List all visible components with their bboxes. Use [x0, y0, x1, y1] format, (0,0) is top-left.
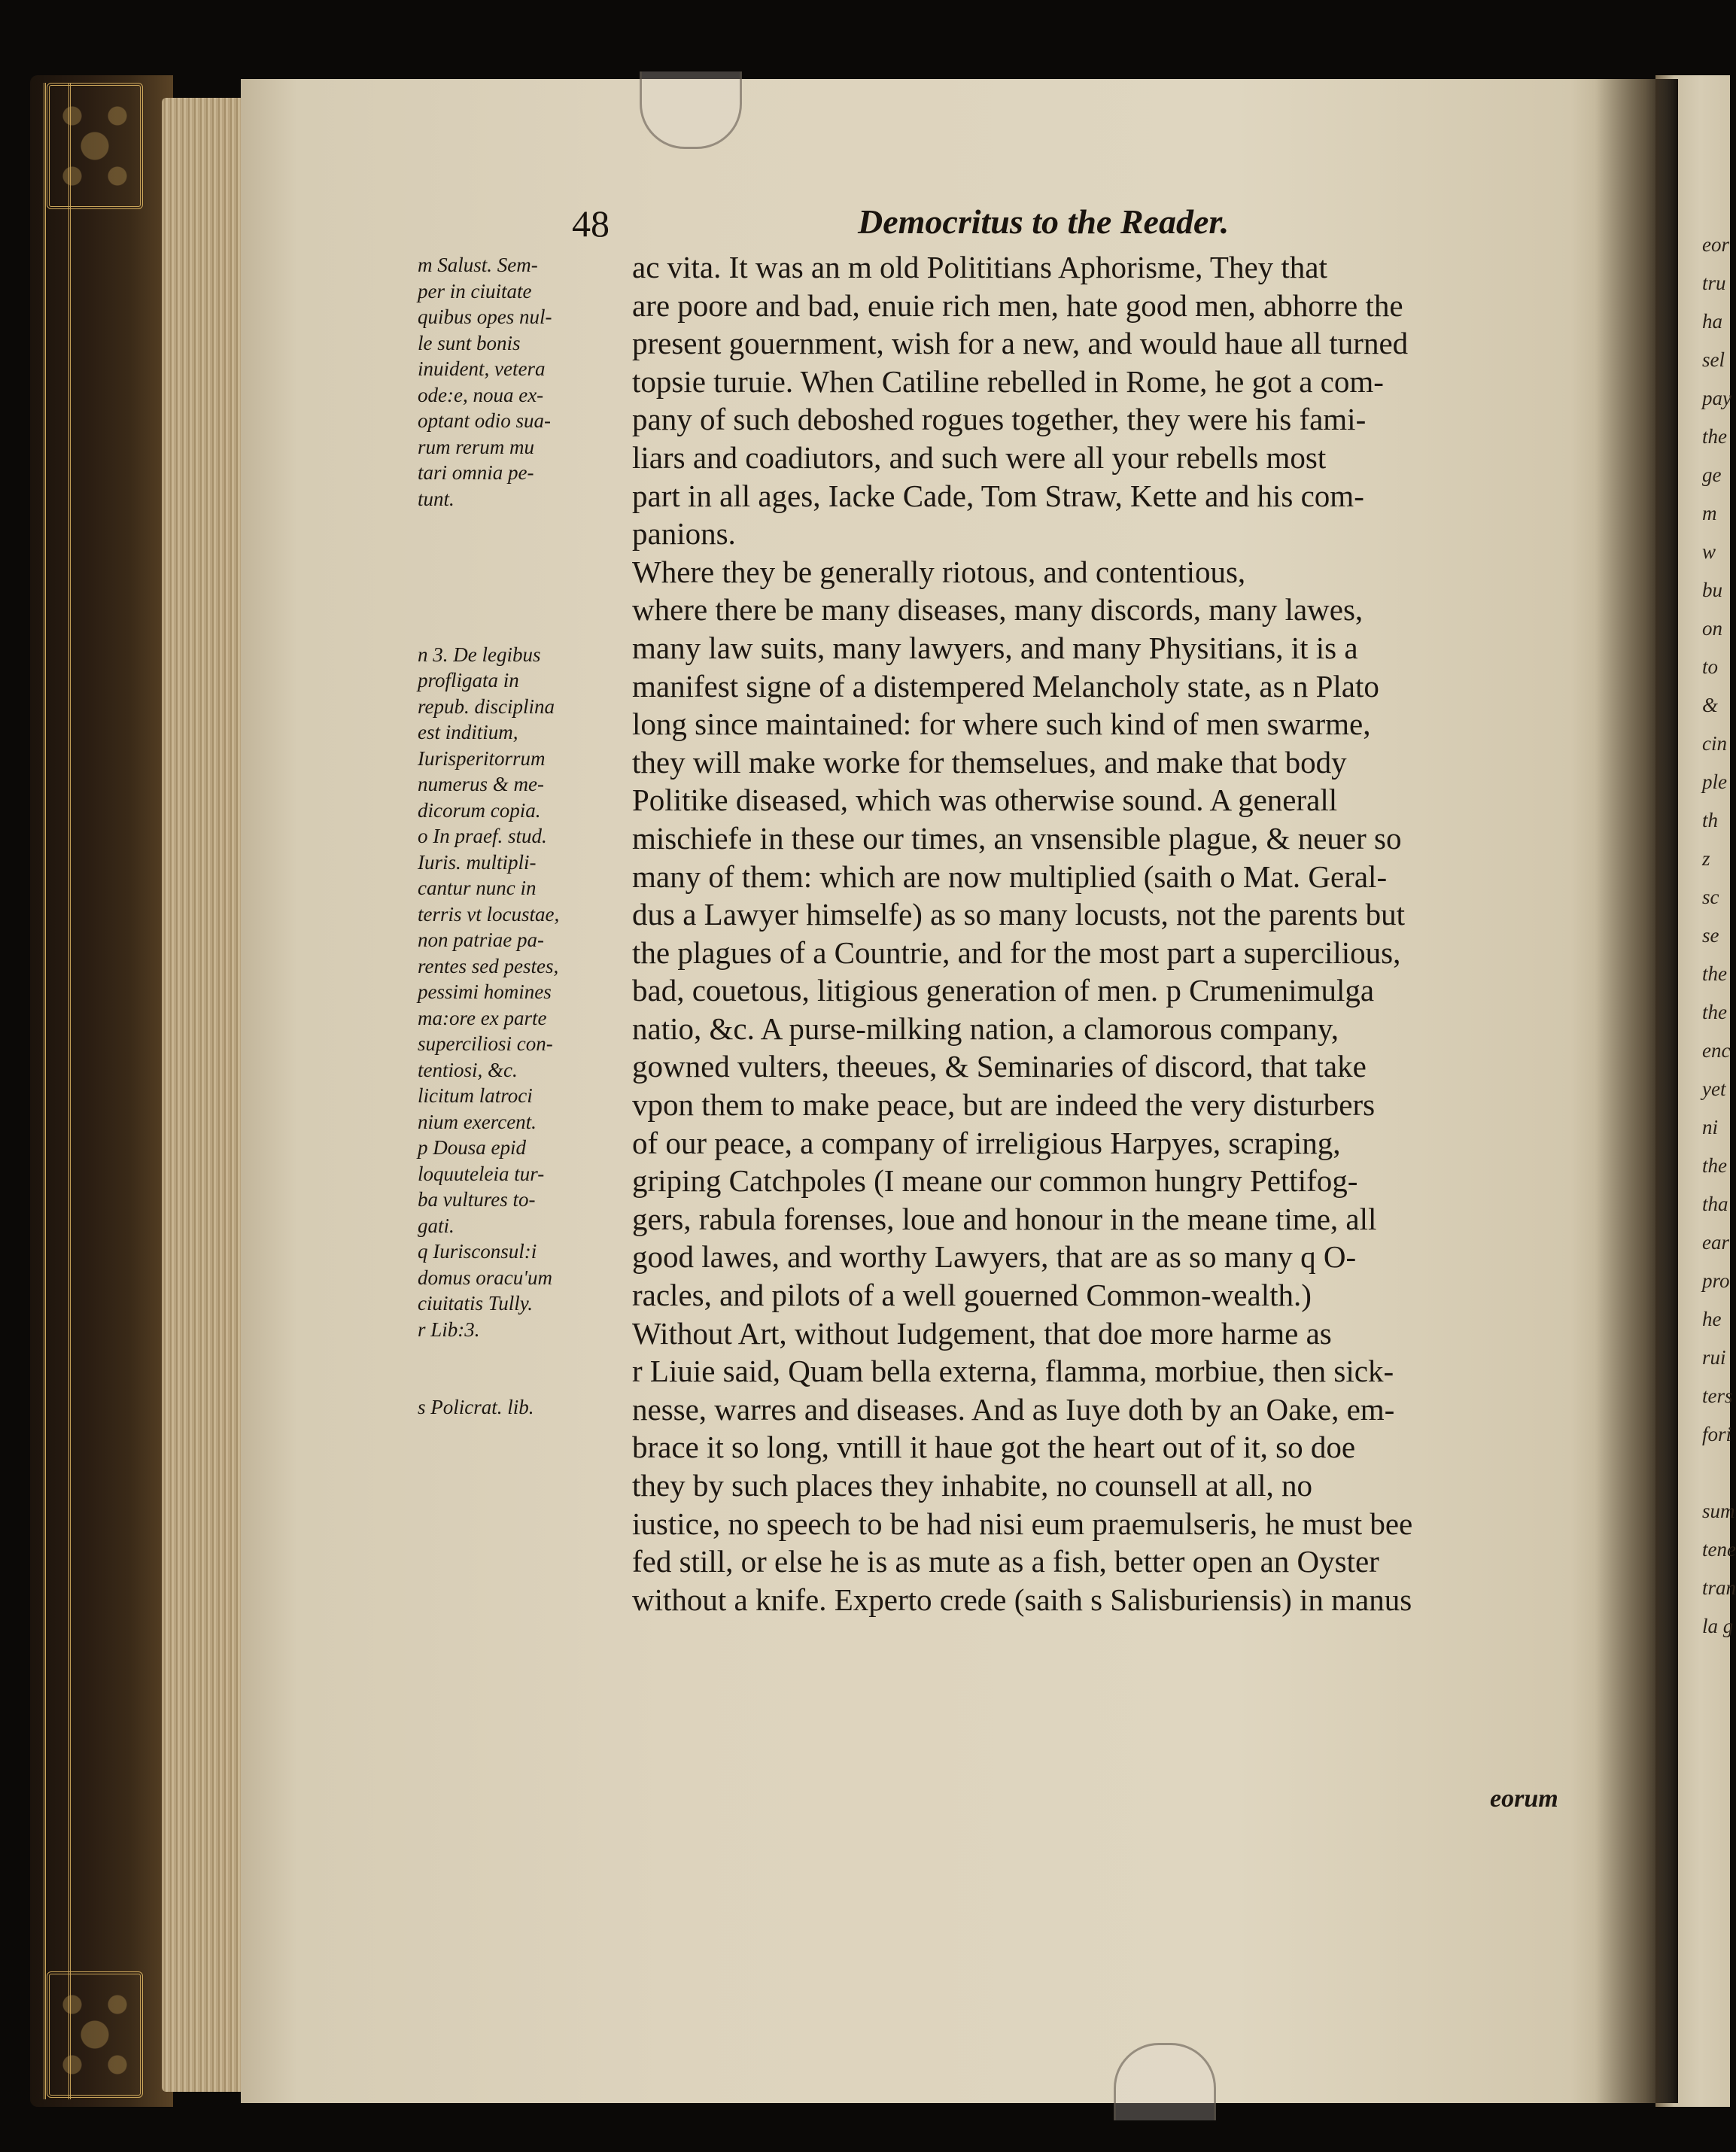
margin-note: per in ciuitate [418, 279, 532, 302]
facing-fragment: pro [1702, 1269, 1730, 1292]
text-line: where there be many diseases, many discords, many lawes, [632, 592, 1364, 628]
text-line: they by such places they inhabite, no counsell at all, no [632, 1468, 1313, 1503]
margin-note: p Dousa epid [418, 1136, 526, 1159]
gilt-corner-ornament-bottom [47, 1971, 143, 2098]
facing-fragment: w [1702, 540, 1716, 563]
facing-fragment: ear [1702, 1231, 1729, 1254]
margin-note: gati. [418, 1214, 455, 1237]
margin-note: profligata in [418, 669, 519, 691]
margin-note [418, 590, 636, 616]
gilt-corner-ornament-top [47, 83, 143, 209]
facing-fragment: to [1702, 655, 1719, 678]
text-line: mischiefe in these our times, an vnsensible plague, & neuer so [632, 820, 1402, 856]
margin-note: m Salust. Sem- [418, 254, 538, 276]
margin-note: ba vultures to- [418, 1188, 536, 1211]
margin-note: r Lib:3. [418, 1318, 480, 1341]
text-line: they will make worke for themselues, and make that body [632, 744, 1347, 780]
margin-note [418, 564, 636, 590]
text-line: ac vita. It was an m old Polititians Aphorisme, They that [632, 250, 1327, 284]
text-line: present gouernment, wish for a new, and would haue all turned [632, 326, 1409, 361]
margin-note: tunt. [418, 487, 455, 510]
margin-note: rum rerum mu [418, 435, 534, 458]
text-line: long since maintained: for where such kind of men swarme, [632, 707, 1371, 742]
facing-fragment: he [1702, 1308, 1722, 1330]
page-edges [162, 98, 245, 2092]
page-clip-top [640, 71, 742, 149]
facing-fragment: eor [1702, 233, 1729, 256]
margin-note: repub. disciplina [418, 695, 555, 718]
margin-note: ciuitatis Tully. [418, 1292, 534, 1315]
facing-fragment: th [1702, 809, 1719, 831]
margin-note: tari omnia pe- [418, 461, 534, 484]
facing-fragment: & [1702, 694, 1719, 716]
facing-fragment: the [1702, 1154, 1727, 1177]
text-line: part in all ages, Iacke Cade, Tom Straw, Kette and his com- [632, 478, 1364, 513]
facing-fragment: fori [1702, 1423, 1732, 1445]
margin-note: rentes sed pestes, [418, 954, 559, 977]
text-line: panions. [632, 516, 736, 552]
margin-note [418, 616, 636, 642]
text-line: many law suits, many lawyers, and many Physitians, it is a [632, 630, 1358, 665]
text-line: good lawes, and worthy Lawyers, that are as so many q O- [632, 1239, 1357, 1275]
margin-note: domus oracu'um [418, 1266, 553, 1289]
gutter-shadow [1595, 79, 1678, 2103]
catchword: eorum [1490, 1785, 1558, 1813]
text-line: topsie turuie. When Catiline rebelled in Rome, he got a com- [632, 363, 1384, 399]
margin-note: tentiosi, &c. [418, 1058, 518, 1081]
facing-fragment: pay [1702, 387, 1731, 409]
facing-fragment [1702, 1454, 1730, 1492]
margin-note: q Iurisconsul:i [418, 1240, 537, 1263]
text-line: Without Art, without Iudgement, that doe more harme as [632, 1315, 1332, 1351]
facing-fragment: m [1702, 502, 1717, 524]
facing-fragment: enc [1702, 1039, 1731, 1062]
text-line: are poore and bad, enuie rich men, hate good men, abhorre the [632, 287, 1403, 323]
margin-note: terris vt locustae, [418, 902, 560, 926]
margin-note: cantur nunc in [418, 877, 537, 899]
text-line: bad, couetous, litigious generation of men. p Crumenimulga [632, 973, 1375, 1008]
margin-note: quibus opes nul- [418, 305, 552, 328]
facing-fragment: sel [1702, 348, 1725, 371]
gilt-border-decoration [44, 83, 71, 2099]
facing-fragment: z [1702, 847, 1710, 870]
margin-note: numerus & me- [418, 773, 544, 795]
margin-note: nium exercent. [418, 1110, 537, 1133]
text-line: of our peace, a company of irreligious Harpyes, scraping, [632, 1125, 1341, 1160]
text-line: the plagues of a Countrie, and for the most part a supercilious, [632, 935, 1401, 970]
margin-note: o In praef. stud. [418, 825, 547, 847]
facing-page-text [1702, 226, 1736, 1646]
facing-fragment: ha [1702, 310, 1722, 333]
text-line: r Liuie said, Quam bella externa, flamma, morbiue, then sick- [632, 1354, 1394, 1389]
margin-note: superciliosi con- [418, 1032, 553, 1055]
text-line: Where they be generally riotous, and contentious, [632, 554, 1246, 589]
margin-notes [418, 252, 636, 1421]
margin-note: n 3. De legibus [418, 643, 541, 666]
facing-fragment: the [1702, 425, 1727, 448]
margin-note: dicorum copia. [418, 798, 541, 822]
text-line: vpon them to make peace, but are indeed the very disturbers [632, 1087, 1376, 1123]
margin-note: s Policrat. lib. [418, 1396, 534, 1418]
margin-note: Iuris. multipli- [418, 850, 537, 874]
page-clip-bottom [1114, 2043, 1216, 2120]
margin-note: licitum latroci [418, 1084, 533, 1107]
text-line: Politike diseased, which was otherwise sound. A generall [632, 783, 1338, 818]
margin-note: loquuteleia tur- [418, 1162, 545, 1185]
margin-note: est inditium, [418, 721, 518, 743]
margin-note [418, 512, 636, 538]
margin-note [418, 538, 636, 564]
facing-fragment: ters [1702, 1385, 1733, 1407]
margin-note: non patriae pa- [418, 929, 544, 951]
text-line: natio, &c. A purse-milking nation, a clamorous company, [632, 1011, 1339, 1046]
page-header [572, 202, 1565, 247]
facing-fragment: yet [1702, 1078, 1726, 1100]
text-line: manifest signe of a distempered Melancholy state, as n Plato [632, 668, 1379, 704]
facing-fragment: bu [1702, 579, 1722, 601]
margin-note [418, 1369, 636, 1395]
page-number: 48 [572, 202, 610, 245]
facing-fragment: the [1702, 962, 1727, 985]
text-line: fed still, or else he is as mute as a fish, better open an Oyster [632, 1544, 1379, 1579]
margin-note: Iurisperitorrum [418, 746, 546, 770]
margin-note: inuident, vetera [418, 357, 546, 380]
margin-note: pessimi homines [418, 980, 552, 1003]
text-line: gers, rabula forenses, loue and honour in the meane time, all [632, 1201, 1377, 1236]
text-line: nesse, warres and diseases. And as Iuye doth by an Oake, em- [632, 1391, 1395, 1427]
text-line: many of them: which are now multiplied (saith o Mat. Geral- [632, 859, 1388, 894]
facing-fragment: tene [1702, 1538, 1736, 1561]
margin-note: optant odio sua- [418, 409, 552, 432]
margin-note: ode:e, noua ex- [418, 383, 544, 406]
margin-note: le sunt bonis [418, 331, 521, 354]
text-line: dus a Lawyer himselfe) as so many locusts, not the parents but [632, 897, 1406, 932]
text-line: iustice, no speech to be had nisi eum praemulseris, he must bee [632, 1506, 1413, 1541]
facing-fragment: rui [1702, 1346, 1726, 1369]
facing-fragment: ple [1702, 771, 1727, 793]
facing-fragment: tha [1702, 1193, 1728, 1215]
facing-fragment: tran [1702, 1576, 1736, 1599]
facing-fragment: la g [1702, 1615, 1734, 1637]
facing-fragment: the [1702, 1001, 1727, 1023]
facing-fragment: sc [1702, 886, 1719, 908]
facing-fragment: tru [1702, 272, 1726, 294]
text-line: pany of such deboshed rogues together, they were his fami- [632, 402, 1367, 437]
facing-fragment: ge [1702, 464, 1722, 486]
text-line: gowned vulters, theeues, & Seminaries of discord, that take [632, 1049, 1367, 1084]
text-line: racles, and pilots of a well gouerned Common-wealth.) [632, 1278, 1312, 1313]
facing-fragment: sum [1702, 1500, 1735, 1522]
text-line: griping Catchpoles (I meane our common hungry Pettifog- [632, 1163, 1358, 1199]
facing-fragment: ni [1702, 1116, 1719, 1138]
running-title: Democritus to the Reader. [858, 202, 1230, 241]
text-line: without a knife. Experto crede (saith s Salisburiensis) in manus [632, 1582, 1412, 1617]
facing-fragment: se [1702, 924, 1719, 947]
text-line: liars and coadiutors, and such were all your rebells most [632, 439, 1327, 475]
margin-note [418, 1342, 636, 1369]
body-text [632, 248, 1595, 1619]
facing-fragment: on [1702, 617, 1722, 640]
margin-note: ma:ore ex parte [418, 1006, 547, 1029]
facing-fragment: cin [1702, 732, 1727, 755]
text-line: brace it so long, vntill it haue got the heart out of it, so doe [632, 1430, 1356, 1465]
